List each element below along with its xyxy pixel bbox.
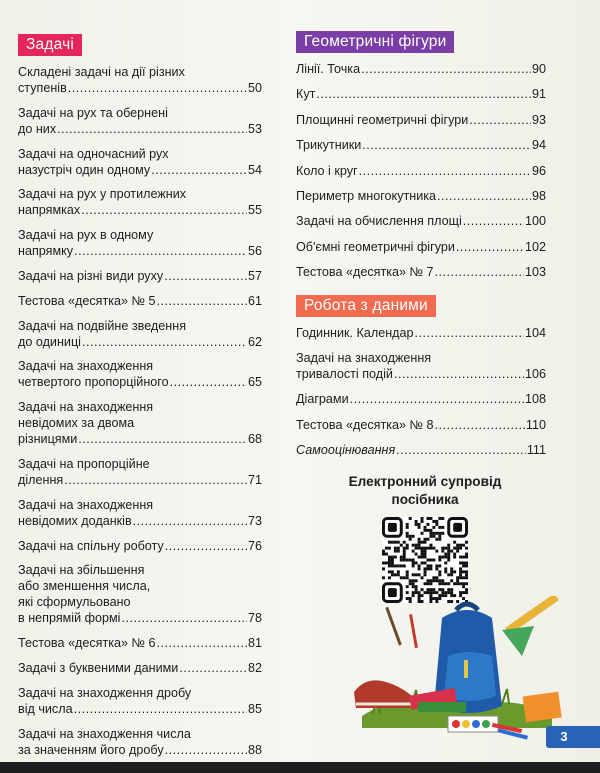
dot-leader [64, 472, 247, 488]
toc-entry-line [296, 264, 546, 280]
toc-page-number: 50 [247, 81, 262, 95]
toc-entry-line [18, 334, 262, 350]
bottom-edge [0, 762, 600, 773]
dot-leader [78, 431, 247, 447]
toc-entry-text: напрямках [18, 203, 81, 218]
toc-entry-text: Лінії. Точка [296, 62, 361, 76]
toc-entry[interactable] [296, 391, 546, 407]
toc-entry-text: Задачі на різні види руху [18, 268, 164, 283]
toc-entry[interactable] [296, 325, 546, 341]
dot-leader [456, 239, 524, 255]
toc-entry-text: Задачі на знаходження [18, 497, 154, 512]
toc-entry-text: Тестова «десятка» № 6 [18, 636, 156, 651]
toc-entry-text: різницями [18, 432, 78, 447]
toc-entry-text: Задачі на знаходження дробу [18, 685, 192, 700]
toc-entry[interactable] [18, 635, 262, 651]
toc-entry-line [18, 243, 262, 259]
toc-page-number: 104 [524, 325, 546, 340]
dot-leader [82, 334, 247, 350]
qr-block [330, 473, 520, 603]
toc-entry-text: Задачі на знаходження [296, 350, 432, 365]
toc-entry[interactable] [18, 399, 262, 447]
toc-entry-line [18, 268, 262, 284]
dot-leader [435, 264, 524, 280]
section-header-geometry: Геометричні фігури [296, 31, 454, 53]
dot-leader [350, 391, 524, 407]
toc-entry[interactable] [296, 350, 546, 382]
toc-entry-line [18, 374, 262, 390]
toc-entry[interactable] [296, 86, 546, 102]
dot-leader [74, 701, 247, 717]
toc-entry[interactable] [296, 163, 546, 179]
toc-entry[interactable] [18, 146, 262, 178]
toc-page-number: 56 [247, 244, 262, 259]
toc-page-number: 54 [247, 162, 262, 177]
dot-leader [165, 742, 247, 758]
toc-page-number: 57 [247, 268, 262, 283]
dot-leader [170, 374, 247, 390]
toc-entry-text: за значенням його дробу [18, 742, 164, 757]
toc-page-number: 65 [247, 375, 262, 390]
toc-entry-text: Задачі на подвійне зведення [18, 318, 187, 333]
toc-entry[interactable] [18, 538, 262, 554]
toc-entry-line [18, 635, 262, 651]
toc-entry-text: Задачі на одночасний рух [18, 146, 169, 161]
toc-entry[interactable] [18, 186, 262, 218]
section-header-data: Робота з даними [296, 295, 436, 317]
toc-entry-line [18, 202, 262, 218]
dot-leader [157, 635, 247, 651]
toc-page-number: 62 [247, 334, 262, 349]
toc-entry-line [296, 188, 546, 204]
toc-entry[interactable] [18, 562, 262, 626]
dot-leader [157, 293, 247, 309]
toc-page-number: 61 [247, 293, 262, 308]
dot-leader [359, 163, 531, 179]
toc-entry-line [18, 742, 262, 758]
toc-entry[interactable] [18, 105, 262, 137]
toc-entry-text: або зменшення числа, [18, 579, 151, 594]
toc-list-tasks [18, 64, 262, 758]
toc-entry-line [296, 213, 546, 229]
toc-entry-text: назустріч один одному [18, 162, 151, 177]
dot-leader [164, 268, 247, 284]
toc-entry[interactable] [18, 456, 262, 488]
toc-entry-text: четвертого пропорційного [18, 375, 169, 390]
toc-entry[interactable] [18, 685, 262, 717]
toc-entry-line [296, 163, 546, 179]
toc-page-number: 82 [247, 660, 262, 675]
toc-entry-text: напрямку [18, 244, 74, 259]
toc-page-number: 81 [247, 636, 262, 651]
toc-page-number: 103 [524, 265, 546, 280]
toc-page-number: 98 [531, 188, 546, 203]
toc-page-number: 90 [531, 62, 546, 76]
toc-entry-text: Тестова «десятка» № 8 [296, 417, 434, 432]
dot-leader [151, 162, 247, 178]
dot-leader [57, 121, 247, 137]
dot-leader [165, 538, 247, 554]
toc-page-number: 94 [531, 138, 546, 153]
dot-leader [74, 243, 247, 259]
qr-title-line-1: Електронний супровід [348, 474, 502, 489]
page-number-tab [582, 726, 600, 748]
toc-page-number: 91 [531, 87, 546, 102]
toc-entry[interactable] [296, 213, 546, 229]
toc-entry[interactable] [18, 318, 262, 350]
toc-entry-line [296, 112, 546, 128]
toc-entry-line [18, 121, 262, 137]
toc-entry[interactable] [296, 137, 546, 153]
toc-entry[interactable] [18, 660, 262, 676]
dot-leader [179, 660, 247, 676]
toc-entry-text: невідомих за двома [18, 416, 135, 431]
toc-entry[interactable] [296, 239, 546, 255]
toc-list-data [296, 325, 546, 459]
dot-leader [394, 366, 524, 382]
dot-leader [121, 610, 247, 626]
toc-entry-line [18, 162, 262, 178]
qr-code-icon[interactable] [382, 517, 468, 603]
toc-entry-text: Задачі на спільну роботу [18, 538, 164, 553]
toc-page-number: 110 [525, 417, 546, 432]
dot-leader [68, 80, 247, 96]
toc-entry[interactable] [18, 293, 262, 309]
toc-entry-line [18, 80, 262, 96]
toc-entry-text: Задачі на рух у протилежних [18, 187, 187, 202]
toc-entry[interactable] [18, 227, 262, 259]
toc-entry[interactable] [296, 417, 546, 433]
toc-entry-text: до них [18, 121, 57, 136]
toc-entry-text: які сформульовано [18, 595, 131, 610]
toc-entry-line [18, 513, 262, 529]
toc-entry-text: Трикутники [296, 138, 362, 153]
toc-entry[interactable] [18, 726, 262, 758]
toc-entry[interactable] [18, 64, 262, 96]
toc-entry-text: Задачі на рух та обернені [18, 105, 168, 120]
toc-entry-line [18, 538, 262, 554]
toc-page-number: 102 [524, 239, 546, 254]
toc-entry-text: Діаграми [296, 392, 349, 407]
qr-title-line-2: посібника [391, 492, 459, 507]
toc-entry-line [296, 442, 546, 458]
toc-entry-text: Задачі на знаходження [18, 359, 154, 374]
toc-entry[interactable] [296, 442, 546, 458]
toc-entry-text: Задачі на знаходження [18, 400, 154, 415]
toc-entry-text: Задачі на обчислення площі [296, 214, 462, 229]
toc-page-number: 88 [247, 742, 262, 757]
toc-entry-line [18, 701, 262, 717]
toc-entry-text: Задачі на рух в одному [18, 228, 154, 243]
toc-entry-text: Тестова «десятка» № 5 [18, 293, 156, 308]
toc-entry-line [296, 366, 546, 382]
qr-title [330, 473, 520, 509]
dot-leader [316, 86, 531, 102]
toc-entry[interactable] [296, 264, 546, 280]
toc-entry-text: ділення [18, 472, 64, 487]
toc-entry-line [296, 61, 546, 77]
toc-page-number: 68 [247, 432, 262, 447]
toc-page-number: 93 [531, 112, 546, 127]
dot-leader [396, 442, 526, 458]
dot-leader [437, 188, 531, 204]
toc-entry-line [296, 137, 546, 153]
toc-page-number: 76 [247, 538, 262, 553]
toc-entry-text: Складені задачі на дії різних [18, 65, 185, 79]
dot-leader [81, 202, 247, 218]
toc-entry-line [296, 391, 546, 407]
dot-leader [435, 417, 525, 433]
toc-entry-text: до одиниці [18, 334, 81, 349]
toc-entry-text: ступенів [18, 81, 67, 95]
toc-entry-line [296, 86, 546, 102]
toc-entry-text: від числа [18, 701, 73, 716]
toc-page-number: 55 [247, 203, 262, 218]
toc-entry-text: Задачі з буквеними даними [18, 660, 179, 675]
toc-right-column [296, 31, 546, 467]
toc-list-geometry [296, 61, 546, 280]
toc-entry[interactable] [296, 112, 546, 128]
dot-leader [463, 213, 524, 229]
toc-entry[interactable] [296, 61, 546, 77]
toc-entry[interactable] [18, 497, 262, 529]
section-header-tasks: Задачі [18, 34, 82, 56]
school-supplies-illustration [352, 596, 567, 746]
toc-entry-text: Кут [296, 87, 316, 102]
toc-entry-line [18, 431, 262, 447]
dot-leader [133, 513, 247, 529]
toc-page-number: 100 [524, 214, 546, 229]
toc-entry-text: невідомих доданків [18, 513, 132, 528]
toc-entry-text: Задачі на збільшення [18, 563, 145, 578]
toc-entry-text: Площинні геометричні фігури [296, 112, 469, 127]
toc-page-number: 73 [247, 513, 262, 528]
toc-entry[interactable] [18, 358, 262, 390]
toc-entry-text: Периметр многокутника [296, 188, 437, 203]
toc-page-number: 108 [524, 392, 546, 407]
toc-page-number: 106 [524, 366, 546, 381]
toc-entry-text: Задачі на знаходження числа [18, 726, 191, 741]
toc-entry-text: в непрямій формі [18, 611, 121, 626]
toc-left-column [18, 34, 262, 766]
toc-page-number: 85 [247, 701, 262, 716]
toc-page-number: 78 [247, 611, 262, 626]
dot-leader [469, 112, 531, 128]
toc-entry-line [296, 325, 546, 341]
toc-entry-text: тривалості подій [296, 366, 393, 381]
toc-entry-line [18, 610, 262, 626]
dot-leader [415, 325, 524, 341]
toc-page-number: 111 [526, 443, 546, 458]
toc-entry-line [296, 417, 546, 433]
toc-entry-text: Задачі на пропорційне [18, 456, 150, 471]
toc-entry-text: Годинник. Календар [296, 325, 414, 340]
dot-leader [362, 137, 531, 153]
toc-entry-text: Тестова «десятка» № 7 [296, 265, 434, 280]
toc-entry-text: Коло і круг [296, 163, 358, 178]
toc-page-number: 96 [531, 163, 546, 178]
toc-entry-line [18, 293, 262, 309]
toc-entry-line [296, 239, 546, 255]
toc-entry[interactable] [18, 268, 262, 284]
dot-leader [361, 61, 531, 77]
page-number: 3 [546, 726, 582, 748]
toc-page-number: 53 [247, 121, 262, 136]
toc-page-number: 71 [247, 472, 262, 487]
toc-entry-line [18, 660, 262, 676]
toc-entry-text: Об'ємні геометричні фігури [296, 239, 455, 254]
toc-entry[interactable] [296, 188, 546, 204]
toc-entry-line [18, 472, 262, 488]
toc-entry-text: Самооцінювання [296, 443, 396, 458]
